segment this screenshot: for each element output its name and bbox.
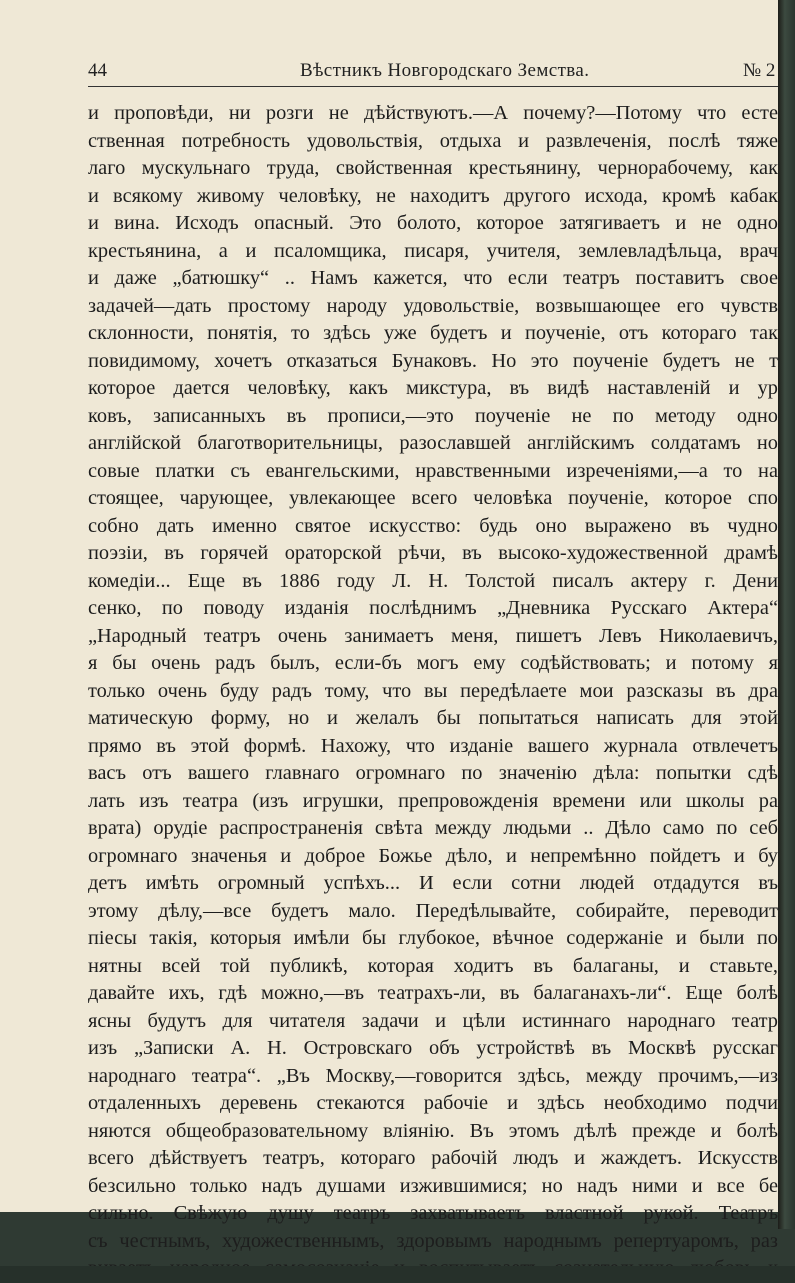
text-line: стоящее, чарующее, увлекающее всего человѣка поученіе, которое спо [88,487,778,509]
text-line: собно дать именно святое искусство: будь оно выражено въ чудно [88,514,778,537]
text-line: англійской благотворительницы, разославшей англійскимъ солдатамъ но [88,432,778,454]
text-line: я бы очень радъ былъ, если-бъ могъ ему содѣйствовать; и потому я [88,652,778,674]
text-line: „Народный театръ очень занимаетъ меня, пишетъ Левъ Николаевичъ, [88,624,778,647]
text-line: и всякому живому человѣку, не находитъ другого исхода, кромѣ кабак [88,184,778,207]
issue-number: № 2 [743,60,776,81]
text-line: и проповѣди, ни розги не дѣйствуютъ.—А почему?—Потому что есте [88,102,778,124]
page-bottom-edge [0,1266,795,1283]
text-line: и вина. Исходъ опасный. Это болото, которое затягиваетъ и не одно [88,212,778,234]
text-line: ясны будутъ для читателя задачи и цѣли истиннаго народнаго театр [88,1009,778,1032]
text-line: лать изъ театра (изъ игрушки, препровожденія времени или школы ра [88,789,778,812]
page-number: 44 [88,60,107,81]
text-line: задачей—дать простому народу удовольствіе, возвышающее его чувств [88,294,778,317]
text-line: прямо въ этой формѣ. Нахожу, что изданіе вашего журнала отвлечетъ [88,734,778,757]
text-line: врата) орудіе распространенія свѣта между людьми .. Дѣло само по себ [88,817,778,839]
text-line: поэзіи, въ горячей ораторской рѣчи, въ высоко-художественной драмѣ [88,542,778,564]
text-line: народнаго театра“. „Въ Москву,—говорится здѣсь, между прочимъ,—из [88,1064,778,1087]
text-line: отдаленныхъ деревень стекаются рабочіе и здѣсь необходимо подчи [88,1092,778,1114]
text-line: нятны всей той публикѣ, которая ходитъ въ балаганы, и ставьте, [88,954,778,977]
text-line: комедіи... Еще въ 1886 году Л. Н. Толстой писалъ актеру г. Дени [88,569,778,592]
text-line: совые платки съ евангельскими, нравственными изреченіями,—а то на [88,459,778,482]
page-header [88,56,778,86]
body-text [88,100,778,1283]
text-line: крестьянина, а и псаломщика, писаря, учителя, землевладѣльца, врач [88,239,778,262]
text-line: васъ отъ вашего главнаго огромнаго по значенію дѣла: попытки сдѣ [88,762,778,784]
text-line: сильно. Свѣжую душу театръ захватываетъ властной рукой. Театръ [88,1202,778,1224]
text-line: сенко, по поводу изданія послѣднимъ „Дневника Русскаго Актера“ [88,597,778,619]
text-line: детъ имѣть огромный успѣхъ... И если сотни людей отдадутся въ [88,872,778,894]
running-title: Вѣстникъ Новгородскаго Земства. [300,60,590,81]
text-line: этому дѣлу,—все будетъ мало. Передѣлывайте, собирайте, переводит [88,899,778,922]
book-spine-edge [778,0,795,1229]
text-line: безсильно только надъ душами изжившимися; но надъ ними и все бе [88,1174,778,1197]
text-line: давайте ихъ, гдѣ можно,—въ театрахъ-ли, въ балаганахъ-ли“. Еще болѣ [88,982,778,1004]
text-line: няются общеобразовательному вліянію. Въ этомъ дѣлѣ прежде и болѣ [88,1119,778,1142]
text-line: изъ „Записки А. Н. Островскаго объ устройствѣ въ Москвѣ русскаг [88,1037,778,1059]
text-line: и даже „батюшку“ .. Намъ кажется, что если театръ поставитъ свое [88,267,778,289]
text-line: склонности, понятія, то здѣсь уже будетъ и поученіе, отъ котораго так [88,322,778,344]
text-line: ковъ, записанныхъ въ прописи,—это поученіе не по методу одно [88,404,778,427]
text-line: только очень буду радъ тому, что вы передѣлаете мои разсказы въ дра [88,679,778,702]
header-rule [88,86,778,87]
text-line: ственная потребность удовольствія, отдыха и развлеченія, послѣ тяже [88,129,778,152]
text-line: огромнаго значенья и доброе Божье дѣло, и непремѣнно пойдетъ и бу [88,844,778,867]
text-line: съ честнымъ, художественнымъ, здоровымъ народнымъ репертуаромъ, раз [88,1229,778,1252]
text-line: всего дѣйствуетъ театръ, котораго рабочій людъ и жаждетъ. Искусств [88,1147,778,1169]
text-line: повидимому, хочетъ отказаться Бунаковъ. Но это поученіе будетъ не т [88,349,778,372]
text-line: лаго мускульнаго труда, свойственная крестьянину, чернорабочему, как [88,157,778,179]
text-line: піесы такія, которыя имѣли бы глубокое, вѣчное содержаніе и были по [88,927,778,949]
text-line: которое дается человѣку, какъ микстура, въ видѣ наставленій и ур [88,377,778,399]
text-line: матическую форму, но и желалъ бы попытаться написать для этой [88,707,778,729]
